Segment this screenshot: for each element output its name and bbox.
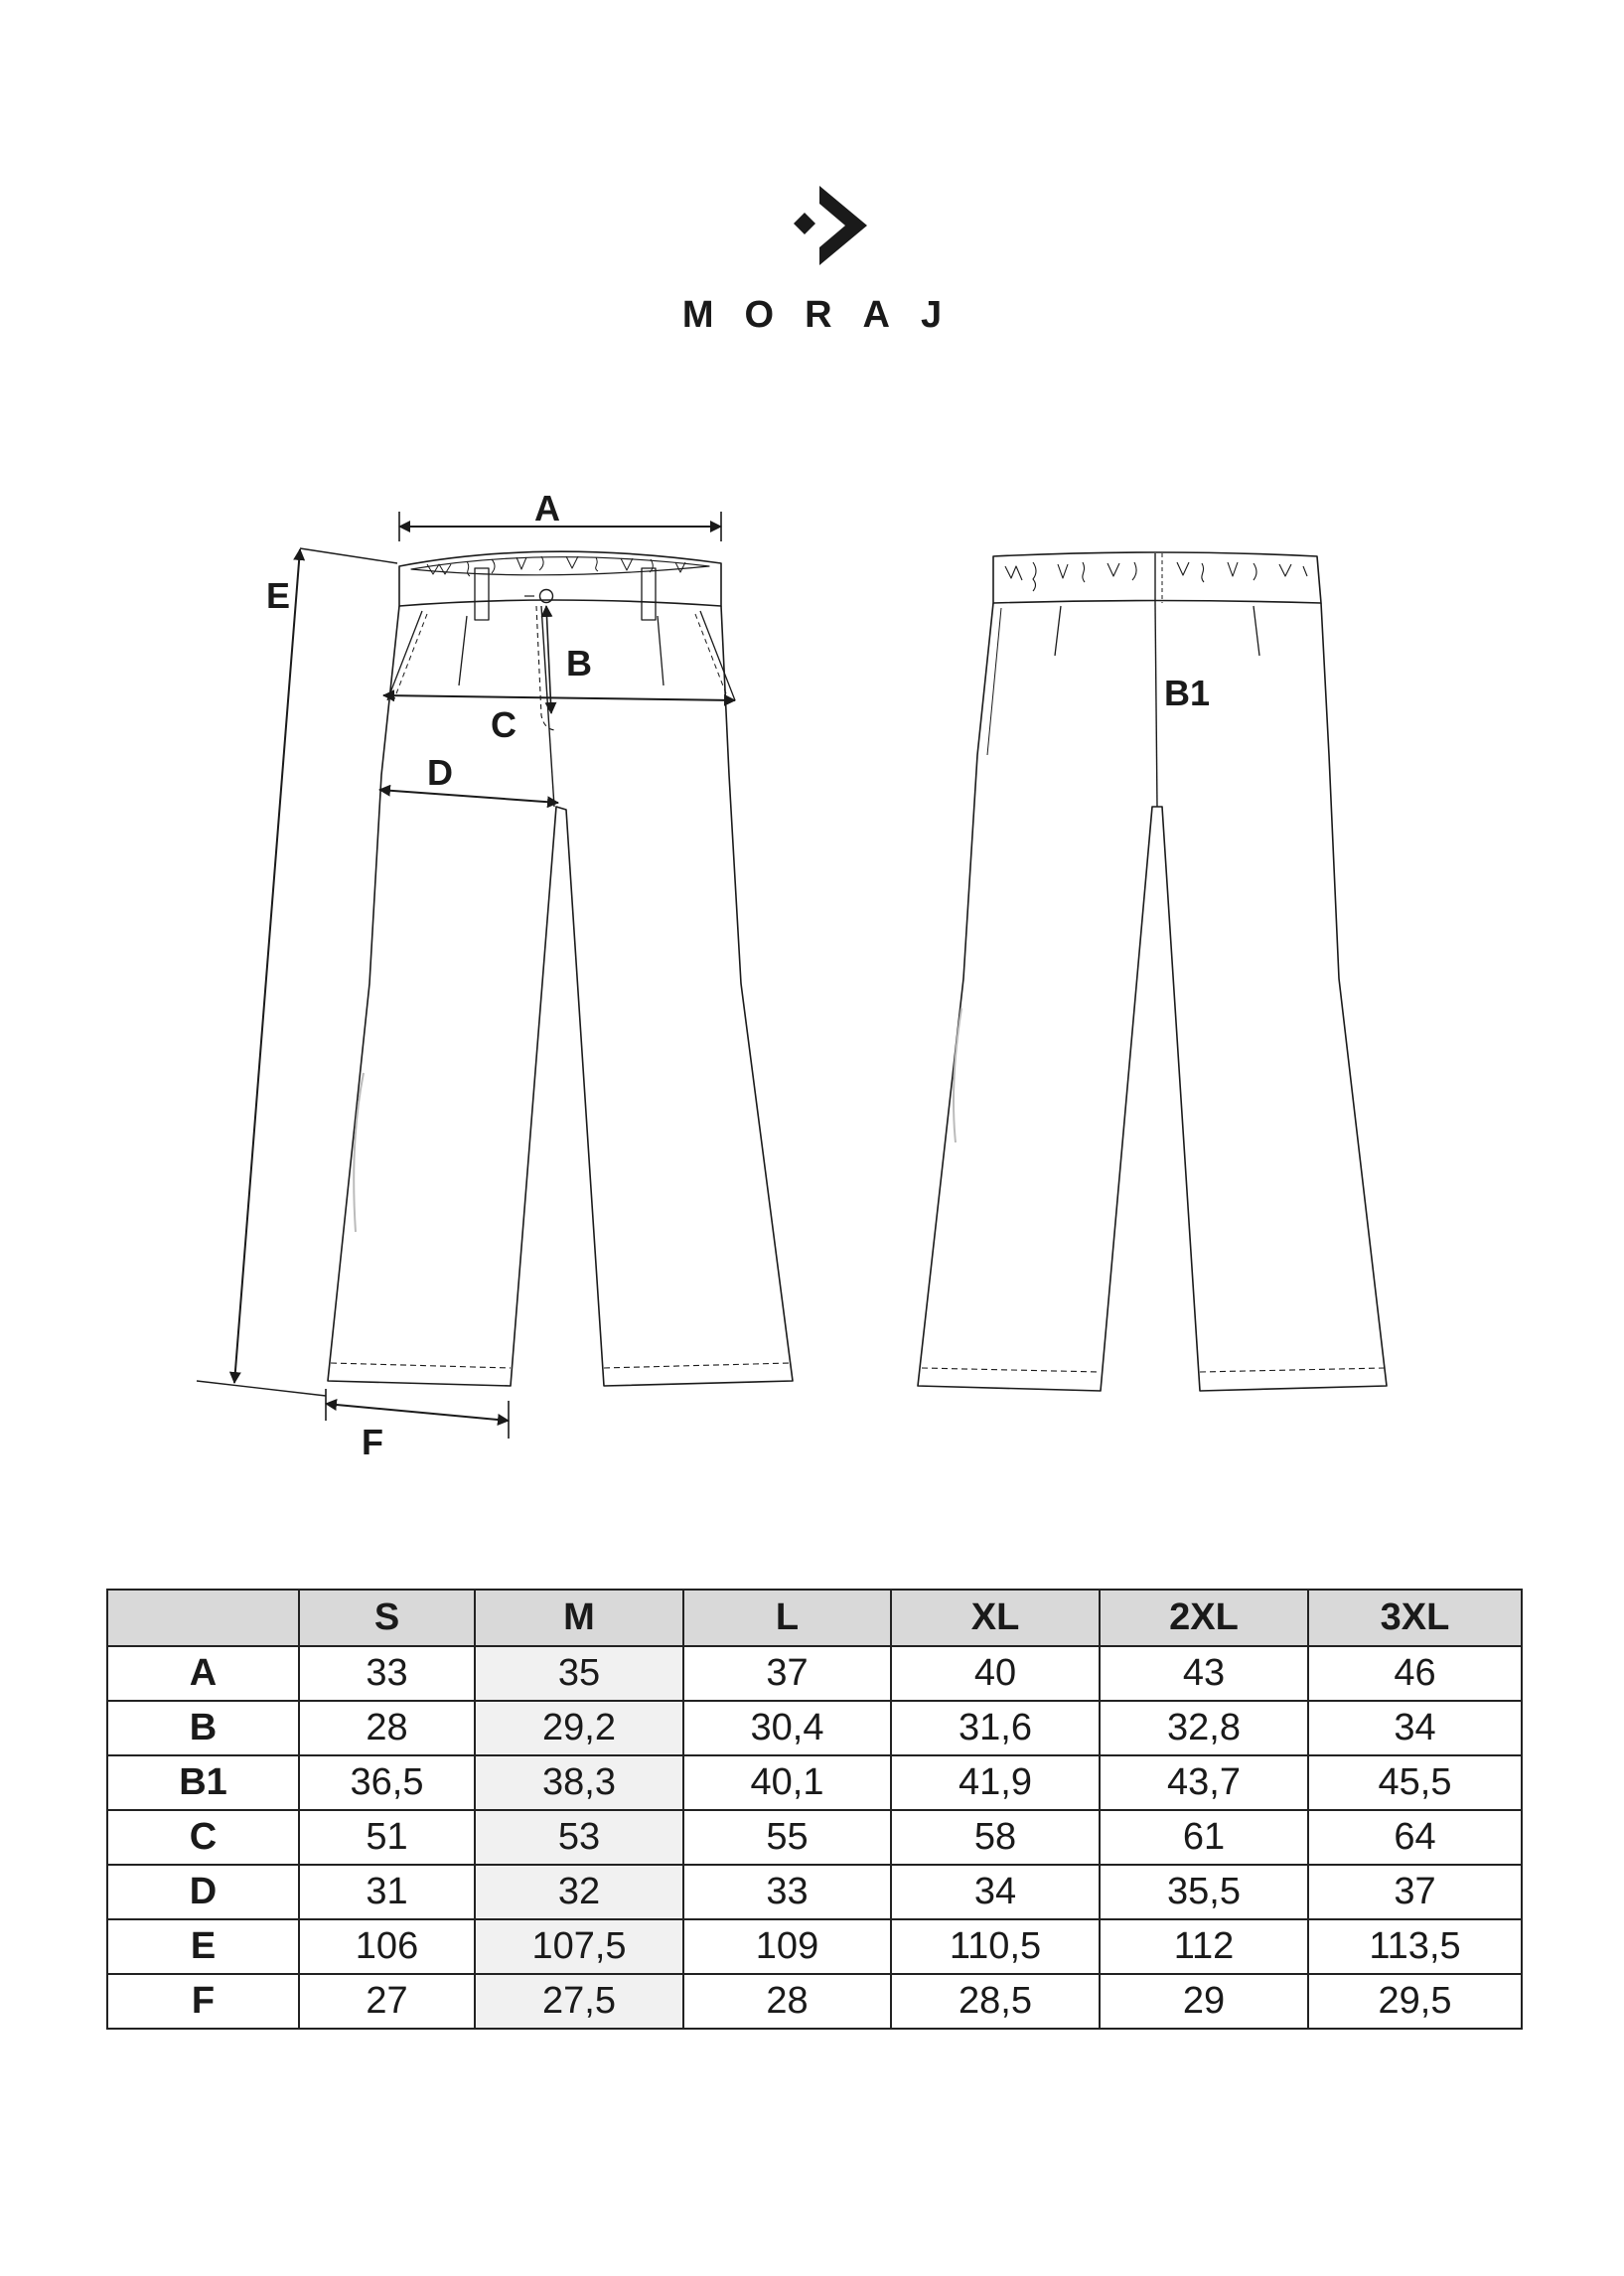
- measurement-value: 113,5: [1308, 1919, 1522, 1974]
- measurement-value: 107,5: [475, 1919, 683, 1974]
- table-header-row: [107, 1590, 1522, 1646]
- measurement-value: 109: [683, 1919, 891, 1974]
- measurement-label: B: [107, 1701, 299, 1755]
- diagram-label-a: A: [534, 488, 560, 529]
- measurement-lines: [197, 512, 735, 1439]
- measurement-value: 38,3: [475, 1755, 683, 1810]
- diagram-label-e: E: [266, 575, 291, 616]
- measurement-label: B1: [107, 1755, 299, 1810]
- measurement-value: 29,5: [1308, 1974, 1522, 2029]
- diagram-label-f: F: [362, 1422, 383, 1462]
- measurement-value: 106: [299, 1919, 475, 1974]
- measurement-value: 37: [1308, 1865, 1522, 1919]
- table-row: [107, 1919, 1522, 1974]
- measurement-value: 31,6: [891, 1701, 1100, 1755]
- size-chart-table: [106, 1589, 1523, 2030]
- diagram-label-c: C: [491, 704, 517, 745]
- measurement-value: 36,5: [299, 1755, 475, 1810]
- measurement-value: 37: [683, 1646, 891, 1701]
- measurement-value: 40: [891, 1646, 1100, 1701]
- measurement-value: 40,1: [683, 1755, 891, 1810]
- measurement-value: 58: [891, 1810, 1100, 1865]
- measurement-value: 53: [475, 1810, 683, 1865]
- measurement-label: A: [107, 1646, 299, 1701]
- measurement-value: 35,5: [1100, 1865, 1308, 1919]
- size-header-3xl: 3XL: [1308, 1590, 1522, 1646]
- size-header-xl: XL: [891, 1590, 1100, 1646]
- measurement-value: 46: [1308, 1646, 1522, 1701]
- measurement-value: 43,7: [1100, 1755, 1308, 1810]
- measurement-value: 61: [1100, 1810, 1308, 1865]
- measurement-value: 34: [891, 1865, 1100, 1919]
- diagram-label-d: D: [427, 752, 453, 793]
- measurement-value: 55: [683, 1810, 891, 1865]
- measurement-value: 33: [299, 1646, 475, 1701]
- measurement-value: 28: [299, 1701, 475, 1755]
- brand-name: MORAJ: [681, 294, 973, 336]
- table-row: [107, 1755, 1522, 1810]
- measurement-value: 35: [475, 1646, 683, 1701]
- table-row: [107, 1974, 1522, 2029]
- measurement-value: 34: [1308, 1701, 1522, 1755]
- measurement-value: 31: [299, 1865, 475, 1919]
- measurement-label: C: [107, 1810, 299, 1865]
- measurement-value: 41,9: [891, 1755, 1100, 1810]
- measurement-value: 30,4: [683, 1701, 891, 1755]
- measurement-value: 29: [1100, 1974, 1308, 2029]
- table-body: [107, 1646, 1522, 2029]
- size-header-s: S: [299, 1590, 475, 1646]
- measurement-value: 27,5: [475, 1974, 683, 2029]
- size-header-l: L: [683, 1590, 891, 1646]
- measurement-label: D: [107, 1865, 299, 1919]
- measurement-value: 45,5: [1308, 1755, 1522, 1810]
- measurement-value: 112: [1100, 1919, 1308, 1974]
- measurement-value: 29,2: [475, 1701, 683, 1755]
- measurement-value: 33: [683, 1865, 891, 1919]
- table-row: [107, 1701, 1522, 1755]
- back-view: [918, 552, 1387, 1391]
- diagram-label-b: B: [566, 643, 592, 683]
- measurement-value: 27: [299, 1974, 475, 2029]
- size-header-m: M: [475, 1590, 683, 1646]
- table-row: [107, 1810, 1522, 1865]
- diagram-label-b1: B1: [1164, 673, 1211, 713]
- measurement-value: 32,8: [1100, 1701, 1308, 1755]
- measurement-value: 51: [299, 1810, 475, 1865]
- measurement-label: E: [107, 1919, 299, 1974]
- table-row: [107, 1865, 1522, 1919]
- size-header-2xl: 2XL: [1100, 1590, 1308, 1646]
- table-row: [107, 1646, 1522, 1701]
- measurement-label: F: [107, 1974, 299, 2029]
- measurement-value: 43: [1100, 1646, 1308, 1701]
- measurement-value: 28,5: [891, 1974, 1100, 2029]
- measurement-value: 64: [1308, 1810, 1522, 1865]
- front-view: [328, 551, 793, 1386]
- measurement-value: 32: [475, 1865, 683, 1919]
- measurement-value: 28: [683, 1974, 891, 2029]
- table-corner-cell: [107, 1590, 299, 1646]
- measurement-value: 110,5: [891, 1919, 1100, 1974]
